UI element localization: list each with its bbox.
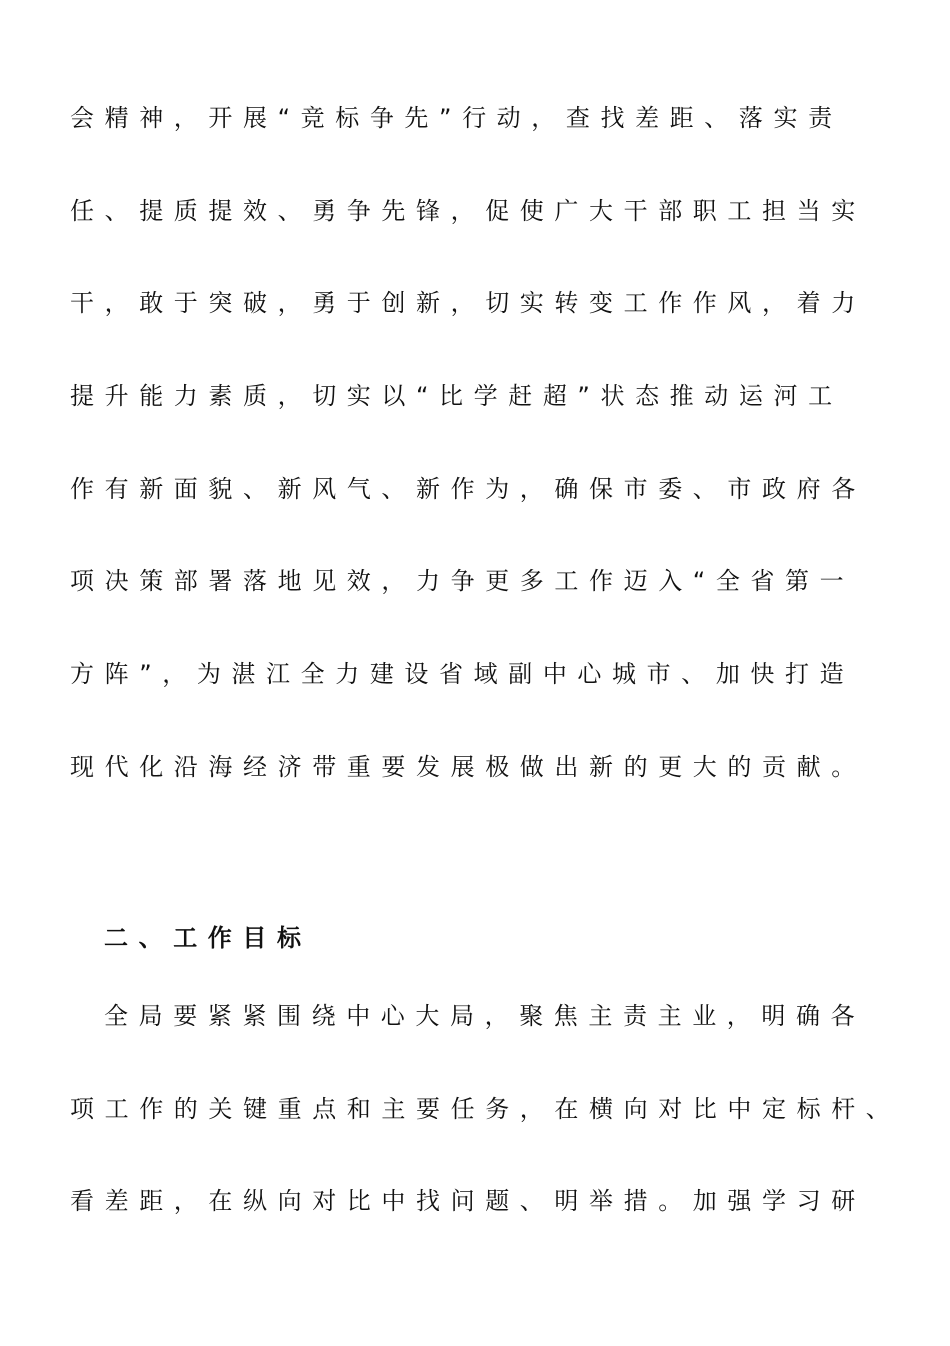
paragraph-line: 作有新面貌、新风气、新作为，确保市委、市政府各 (70, 475, 866, 503)
paragraph-line: 现代化沿海经济带重要发展极做出新的更大的贡献。 (70, 753, 866, 781)
paragraph-line: 干，敢于突破，勇于创新，切实转变工作作风，着力 (70, 289, 866, 317)
paragraph-line: 任、提质提效、勇争先锋，促使广大干部职工担当实 (70, 197, 866, 225)
paragraph-line: 项工作的关键重点和主要任务，在横向对比中定标杆、 (70, 1095, 901, 1123)
section-heading: 二、工作目标 (104, 924, 312, 952)
paragraph-line: 项决策部署落地见效，力争更多工作迈入“全省第一 (70, 567, 855, 595)
paragraph-line: 全局要紧紧围绕中心大局，聚焦主责主业，明确各 (104, 1002, 866, 1030)
paragraph-line: 提升能力素质，切实以“比学赶超”状态推动运河工 (70, 382, 843, 410)
paragraph-line: 看差距，在纵向对比中找问题、明举措。加强学习研 (70, 1187, 866, 1215)
paragraph-line: 会精神，开展“竞标争先”行动，查找差距、落实责 (70, 104, 843, 132)
paragraph-line: 方阵”，为湛江全力建设省域副中心城市、加快打造 (70, 660, 855, 688)
